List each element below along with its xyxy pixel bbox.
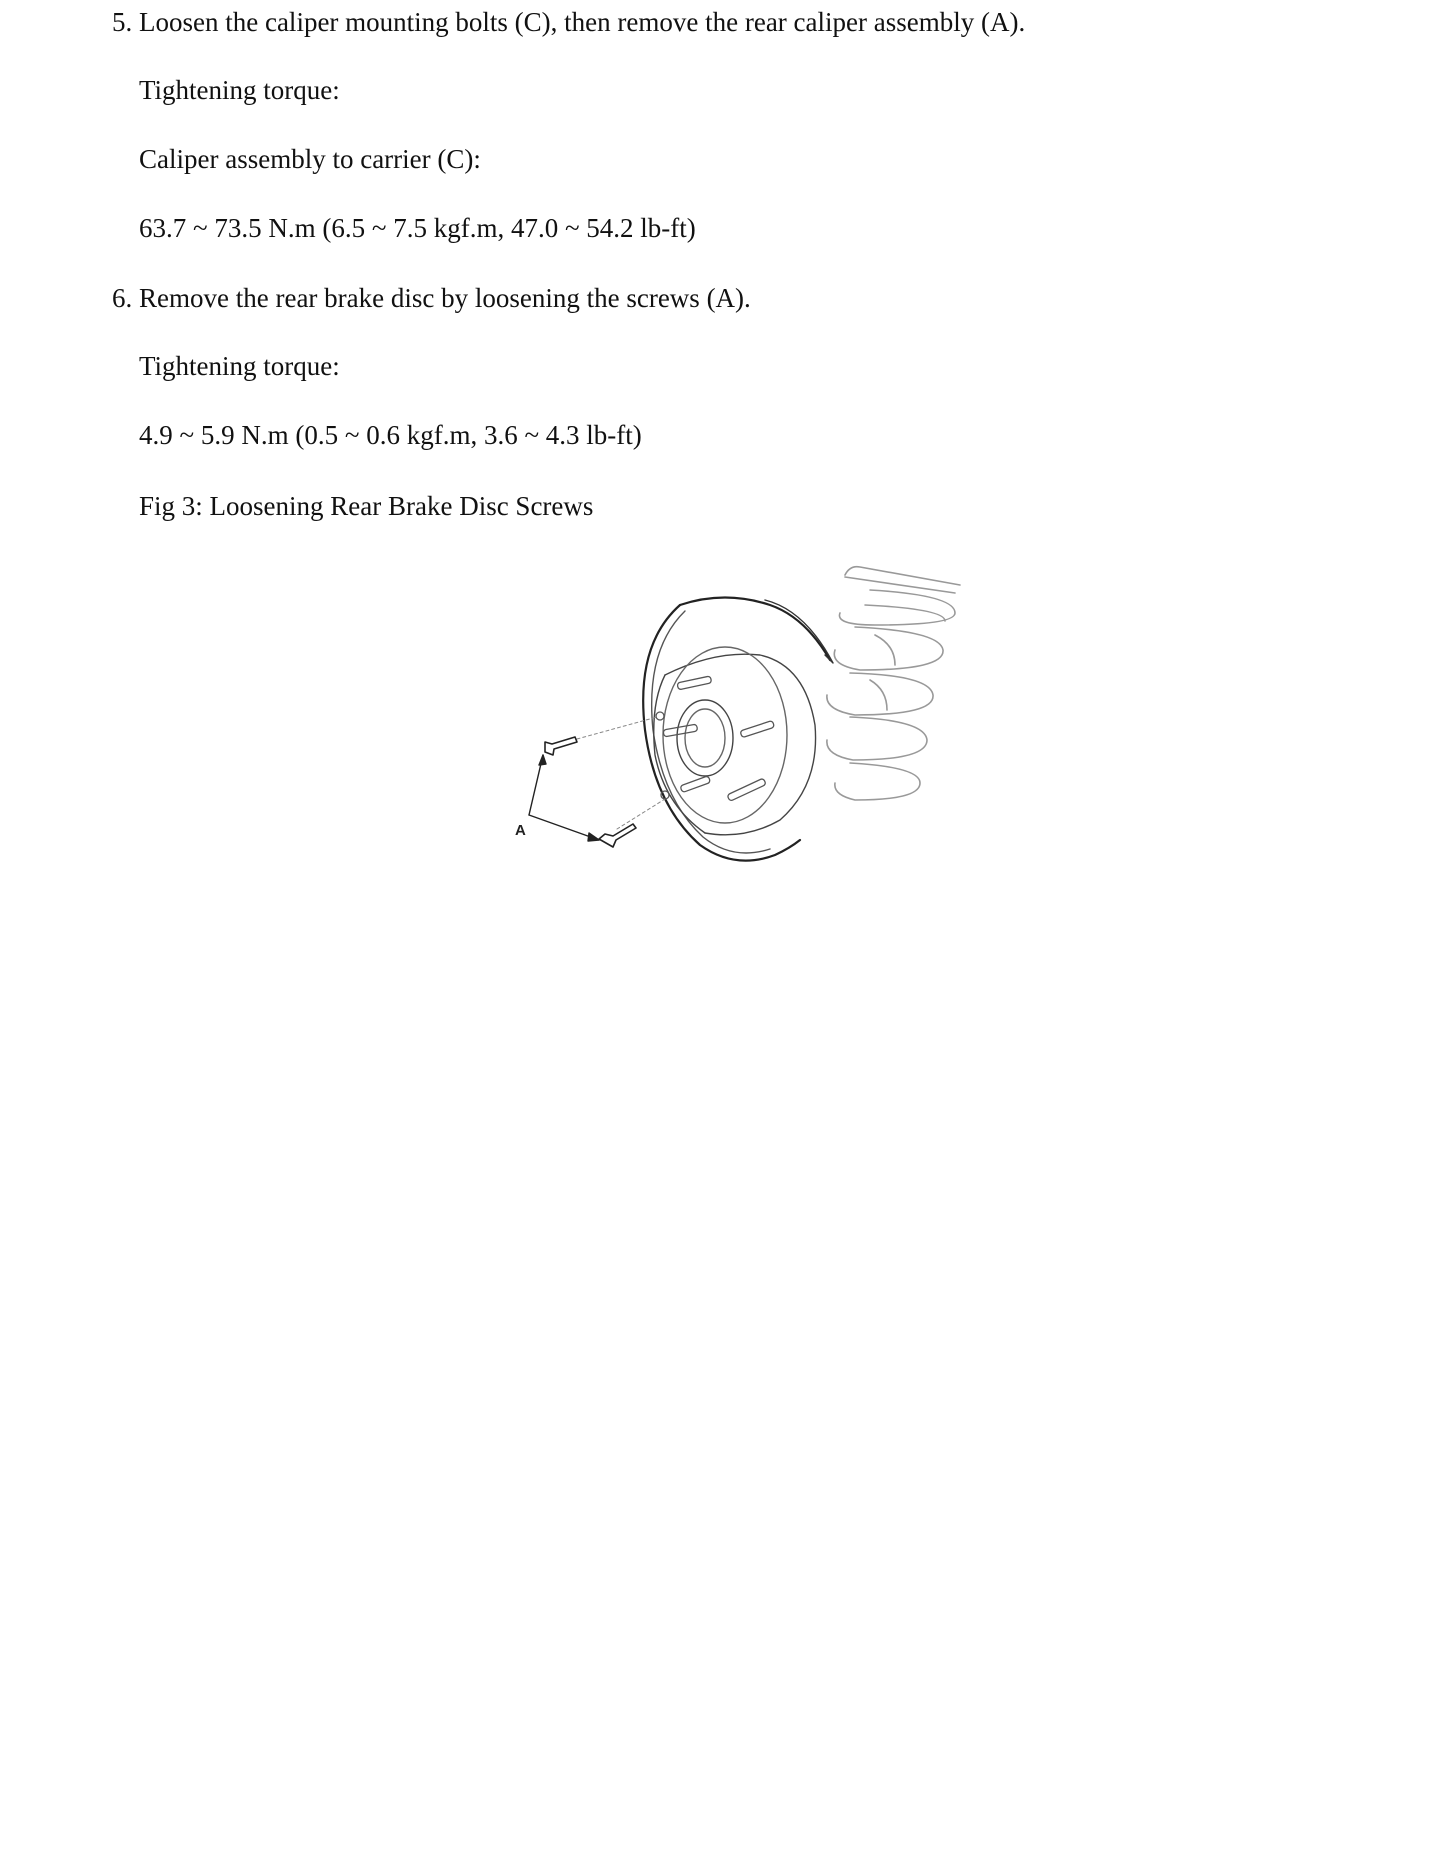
step-6-number: 6. (112, 283, 133, 313)
brake-disc-illustration (515, 555, 980, 910)
step-5-torque-label: Tightening torque: (139, 75, 340, 105)
step-6 (112, 281, 751, 315)
guide-lines (577, 717, 665, 829)
callout-label-a: A (515, 822, 526, 839)
callout-leader (529, 755, 599, 841)
step-5-sub-label: Caliper assembly to carrier (C): (139, 144, 481, 174)
step-6-text: Remove the rear brake disc by loosening the screws (A). (139, 283, 751, 313)
wheel-studs (656, 676, 774, 801)
coil-spring (827, 567, 960, 800)
figure-caption: Fig 3: Loosening Rear Brake Disc Screws (139, 491, 594, 521)
disc-screws (545, 737, 636, 847)
step-5-torque-value: 63.7 ~ 73.5 N.m (6.5 ~ 7.5 kgf.m, 47.0 ~ 54.2 lb-ft) (139, 213, 696, 243)
step-6-torque-value: 4.9 ~ 5.9 N.m (0.5 ~ 0.6 kgf.m, 3.6 ~ 4.3 lb-ft) (139, 420, 642, 450)
step-5-number: 5. (112, 7, 133, 37)
step-5 (112, 5, 1025, 39)
step-6-torque-label: Tightening torque: (139, 351, 340, 381)
step-5-text: Loosen the caliper mounting bolts (C), then remove the rear caliper assembly (A). (139, 7, 1026, 37)
